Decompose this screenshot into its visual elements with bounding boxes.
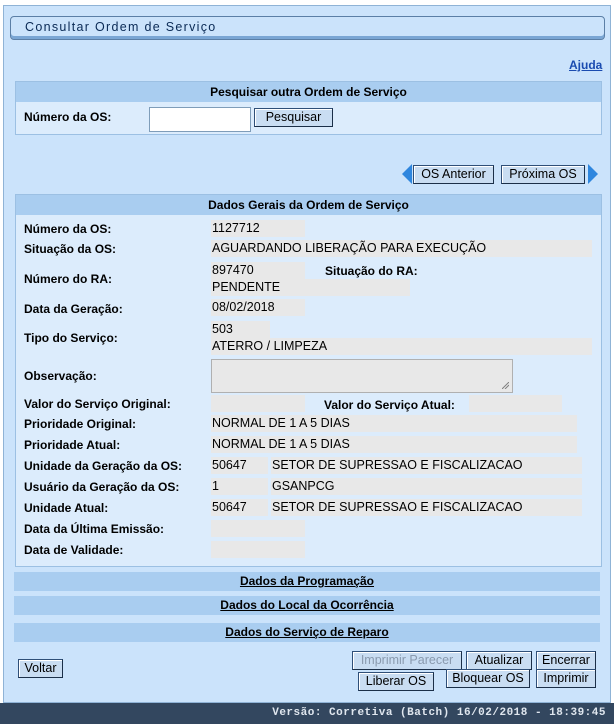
os-status-label: Situação da OS: [24, 242, 117, 256]
close-os-button[interactable]: Encerrar [536, 651, 596, 670]
resize-handle-icon[interactable] [502, 382, 509, 389]
ra-status-label: Situação do RA: [325, 264, 418, 278]
os-number-label: Número da OS: [24, 222, 112, 236]
print-report-button[interactable]: Imprimir Parecer [352, 651, 462, 670]
generation-unit-desc-value: SETOR DE SUPRESSAO E FISCALIZACAO [271, 457, 582, 474]
service-type-code-value: 503 [211, 321, 270, 338]
back-button[interactable]: Voltar [18, 659, 63, 678]
service-type-desc-value: ATERRO / LIMPEZA [211, 338, 592, 355]
section-programacao-link[interactable]: Dados da Programação [14, 572, 600, 591]
generation-user-code-value: 1 [211, 478, 268, 495]
original-priority-label: Prioridade Original: [24, 417, 137, 431]
next-arrow-icon[interactable] [588, 164, 598, 184]
validity-date-value [211, 541, 305, 558]
generation-user-name-value: GSANPCG [271, 478, 582, 495]
original-priority-value: NORMAL DE 1 A 5 DIAS [211, 415, 577, 432]
current-priority-value: NORMAL DE 1 A 5 DIAS [211, 436, 577, 453]
service-type-label: Tipo do Serviço: [24, 331, 118, 345]
ra-number-value: 897470 [211, 262, 305, 279]
search-os-number-input[interactable] [149, 107, 251, 132]
generation-date-label: Data da Geração: [24, 302, 123, 316]
general-data-header: Dados Gerais da Ordem de Serviço [16, 195, 601, 215]
observation-label: Observação: [24, 369, 97, 383]
update-button[interactable]: Atualizar [466, 651, 532, 670]
ra-status-value: PENDENTE [211, 279, 410, 296]
search-section [15, 81, 602, 135]
current-unit-desc-value: SETOR DE SUPRESSAO E FISCALIZACAO [271, 499, 582, 516]
previous-arrow-icon[interactable] [402, 164, 412, 184]
generation-date-value: 08/02/2018 [211, 299, 305, 316]
search-os-number-label: Número da OS: [24, 110, 112, 124]
block-os-button[interactable]: Bloquear OS [446, 669, 530, 688]
help-link[interactable]: Ajuda [569, 58, 603, 72]
search-button[interactable]: Pesquisar [254, 108, 333, 127]
validity-date-label: Data de Validade: [24, 543, 124, 557]
generation-unit-label: Unidade da Geração da OS: [24, 459, 183, 473]
generation-user-label: Usuário da Geração da OS: [24, 480, 180, 494]
current-service-value [469, 395, 562, 412]
generation-unit-code-value: 50647 [211, 457, 268, 474]
window-title: Consultar Ordem de Serviço [25, 20, 217, 34]
current-unit-label: Unidade Atual: [24, 501, 109, 515]
os-number-value: 1127712 [211, 220, 305, 237]
current-service-value-label: Valor do Serviço Atual: [324, 398, 455, 412]
release-os-button[interactable]: Liberar OS [358, 672, 434, 691]
search-section-header: Pesquisar outra Ordem de Serviço [16, 82, 601, 102]
original-service-value [211, 395, 305, 412]
last-emission-date-label: Data da Última Emissão: [24, 522, 165, 536]
version-footer: Versão: Corretiva (Batch) 16/02/2018 - 18:39:45 [0, 703, 614, 724]
section-local-link[interactable]: Dados do Local da Ocorrência [14, 596, 600, 615]
observation-textarea[interactable] [211, 359, 513, 393]
original-service-value-label: Valor do Serviço Original: [24, 397, 171, 411]
current-priority-label: Prioridade Atual: [24, 438, 121, 452]
section-reparo-link[interactable]: Dados do Serviço de Reparo [14, 623, 600, 642]
print-button[interactable]: Imprimir [536, 669, 596, 688]
next-os-button[interactable]: Próxima OS [501, 165, 585, 184]
current-unit-code-value: 50647 [211, 499, 268, 516]
ra-number-label: Número do RA: [24, 272, 112, 286]
window-title-bar [10, 16, 605, 40]
last-emission-date-value [211, 520, 305, 537]
os-status-value: AGUARDANDO LIBERAÇÃO PARA EXECUÇÃO [211, 240, 592, 257]
previous-os-button[interactable]: OS Anterior [413, 165, 494, 184]
